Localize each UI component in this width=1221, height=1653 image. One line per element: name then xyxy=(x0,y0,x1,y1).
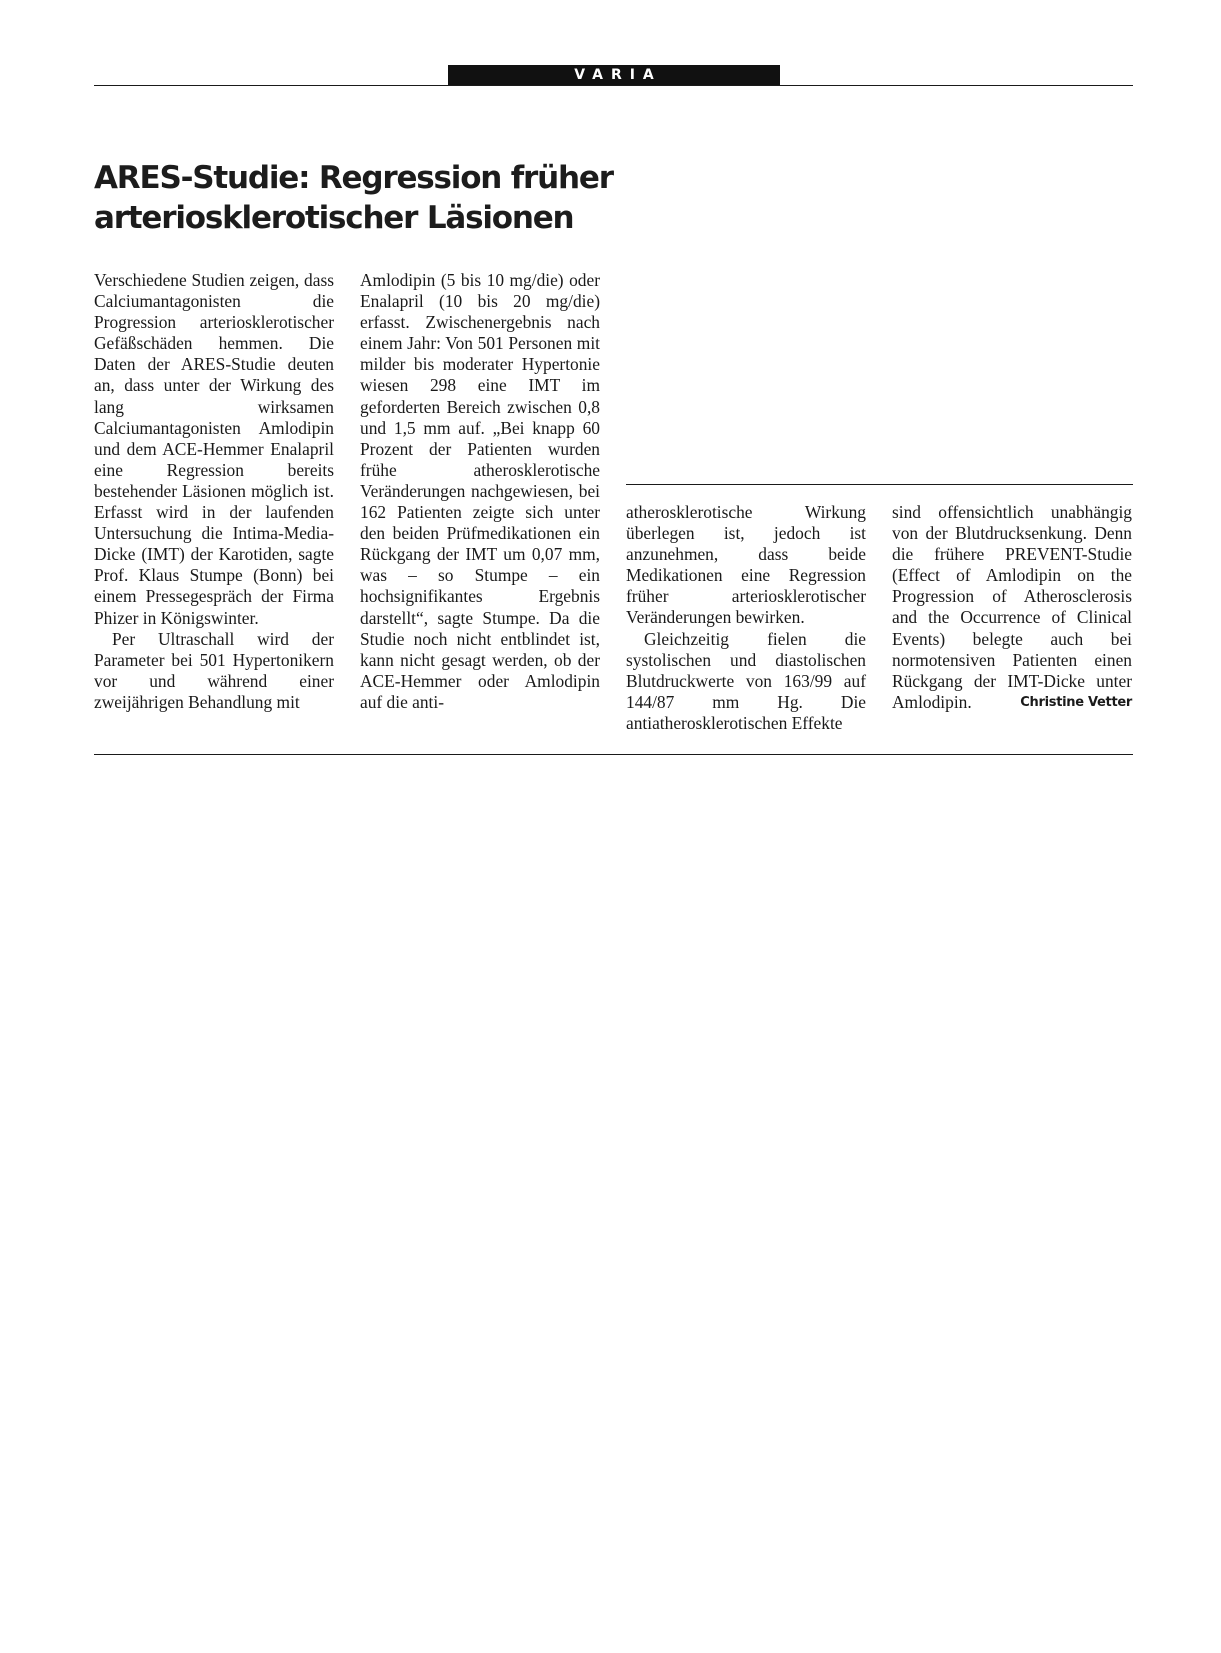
column-2-paragraph: Amlodipin (5 bis 10 mg/die) oder Enalapril (10 bis 20 mg/die) erfasst. Zwischenergebnis nach einem Jahr: Von 501 Personen mit milder bis moderater Hypertonie wiesen 298 eine IMT im geforderten Bereich zwischen 0,8 und 1,5 mm auf. „Bei knapp 60 Prozent der Patienten wurden frühe atherosklerotische Veränderungen nachgewiesen, bei 162 Patienten zeigte sich unter den beiden Prüfmedikationen ein Rückgang der IMT um 0,07 mm, was – so Stumpe – ein hochsignifikantes Ergebnis darstellt“, sagte Stumpe. Da die Studie noch nicht entblindet ist, kann nicht gesagt werden, ob der ACE-Hemmer oder Amlodipin auf die anti- xyxy=(360,270,600,712)
section-label: VARIA xyxy=(448,65,780,85)
column-3-paragraph-2: Gleichzeitig fielen die systolischen und diastolischen Blutdruckwerte von 163/99 auf 144/87 mm Hg. Die antiatherosklerotischen Effekte xyxy=(626,628,866,733)
article-column-1 xyxy=(94,270,334,713)
article-column-4 xyxy=(892,502,1132,713)
column-1-paragraph-1: Verschiedene Studien zeigen, dass Calciumantagonisten die Progression arteriosklerotischer Gefäßschäden hemmen. Die Daten der ARES-Studie deuten an, dass unter der Wirkung des lang wirksamen Calciumantagonisten Amlodipin und dem ACE-Hemmer Enalapril eine Regression bereits bestehender Läsionen möglich ist. Erfasst wird in der laufenden Untersuchung die Intima-Media-Dicke (IMT) der Karotiden, sagte Prof. Klaus Stumpe (Bonn) bei einem Pressegespräch der Firma Phizer in Königswinter. xyxy=(94,270,334,628)
column-divider-rule xyxy=(626,484,1133,485)
header-rule xyxy=(94,85,1133,86)
column-1-paragraph-2: Per Ultraschall wird der Parameter bei 501 Hypertonikern vor und während einer zweijährigen Behandlung mit xyxy=(94,628,334,712)
article-column-2 xyxy=(360,270,600,713)
column-4-text: sind offensichtlich unabhängig von der Blutdrucksenkung. Denn die frühere PREVENT-Studie (Effect of Amlodipin on the Progression of Atherosclerosis and the Occurrence of Clinical Events) belegte auch bei normotensiven Patienten einen Rückgang der IMT-Dicke unter Amlodipin. xyxy=(892,502,1132,712)
headline-line-1: ARES-Studie: Regression früher xyxy=(94,160,613,196)
author-byline: Christine Vetter xyxy=(1020,694,1132,710)
column-3-paragraph-1: atherosklerotische Wirkung überlegen ist, jedoch ist anzunehmen, dass beide Medikationen eine Regression früher arteriosklerotischer Veränderungen bewirken. xyxy=(626,502,866,628)
article-column-3 xyxy=(626,502,866,734)
column-4-paragraph xyxy=(892,502,1132,713)
article-headline xyxy=(94,158,734,238)
headline-line-2: arteriosklerotischer Läsionen xyxy=(94,200,574,236)
article-bottom-rule xyxy=(94,754,1133,755)
